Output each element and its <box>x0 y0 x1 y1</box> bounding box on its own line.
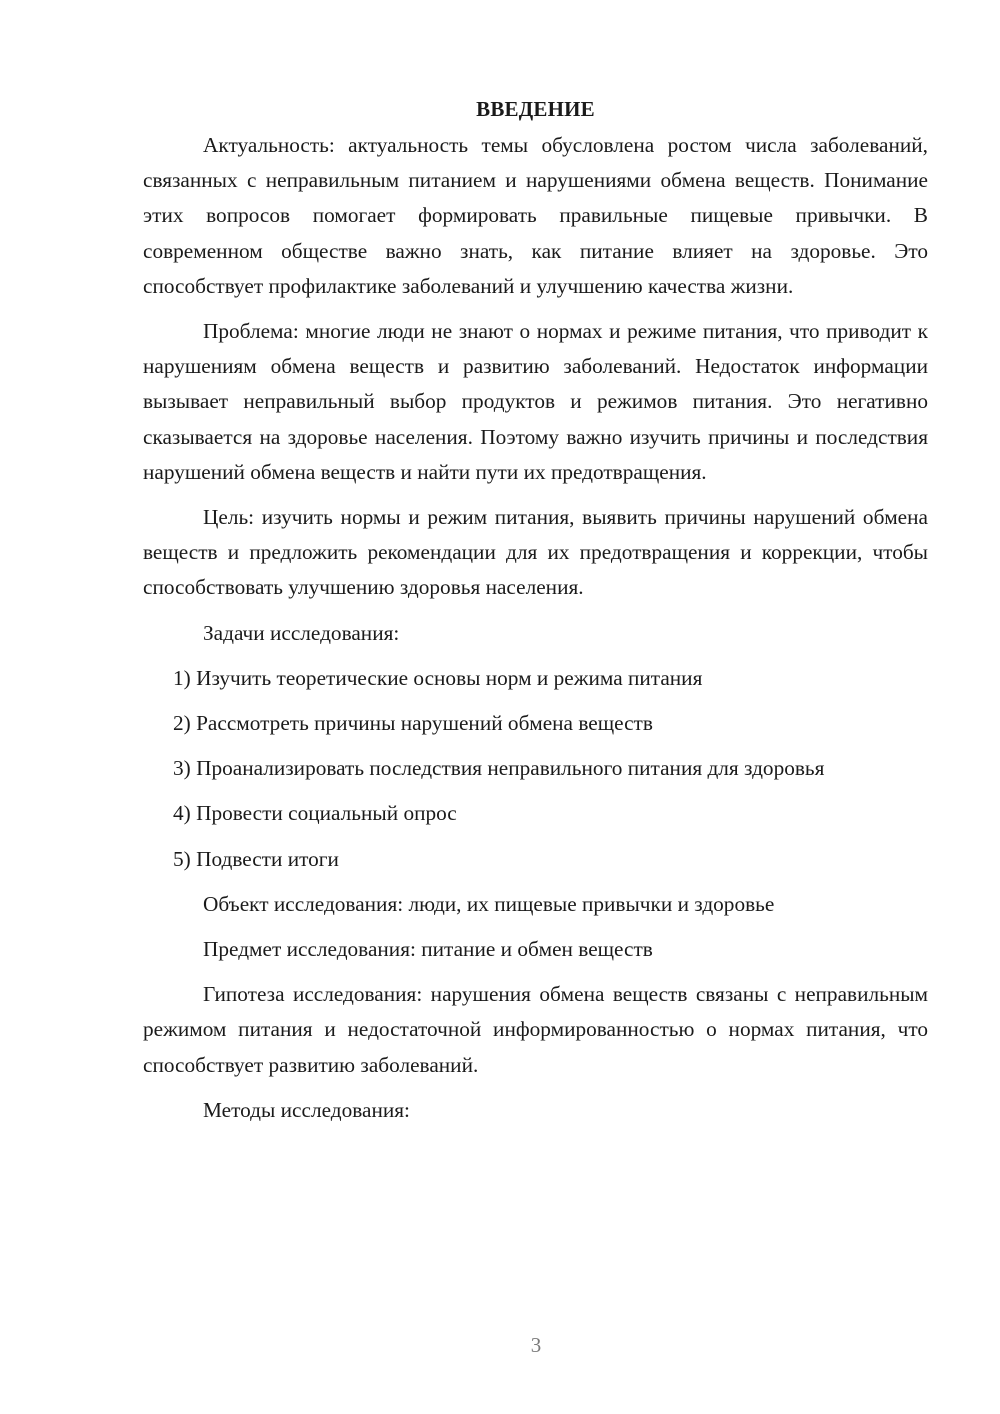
hypothesis-paragraph: Гипотеза исследования: нарушения обмена веществ связаны с неправильным режимом питания и недостаточной информированностью о нормах питания, что способствует развитию заболеваний. <box>143 982 928 1077</box>
methods-heading: Методы исследования: <box>203 1097 410 1122</box>
relevance-paragraph: Актуальность: актуальность темы обусловлена ростом числа заболеваний, связанных с неправильным питанием и нарушениями обмена веществ. Понимание этих вопросов помогает формировать правильные пищевые привычки. В современном обществе важно знать, как питание влияет на здоровье. Это способствует профилактике заболеваний и улучшению качества жизни. <box>143 133 928 298</box>
task-item-3: 3) Проанализировать последствия неправильного питания для здоровья <box>173 756 825 781</box>
task-item-4: 4) Провести социальный опрос <box>173 801 457 826</box>
page-number: 3 <box>530 1333 542 1357</box>
tasks-heading: Задачи исследования: <box>203 620 400 645</box>
research-subject: Предмет исследования: питание и обмен веществ <box>203 937 653 962</box>
document-page <box>143 92 928 1138</box>
task-item-1: 1) Изучить теоретические основы норм и режима питания <box>173 665 703 690</box>
section-title: ВВЕДЕНИЕ <box>476 97 595 121</box>
problem-paragraph: Проблема: многие люди не знают о нормах и режиме питания, что приводит к нарушениям обмена веществ и развитию заболеваний. Недостаток информации вызывает неправильный выбор продуктов и режимов питания. Это негативно сказывается на здоровье населения. Поэтому важно изучить причины и последствия нарушений обмена веществ и найти пути их предотвращения. <box>143 319 928 484</box>
research-object: Объект исследования: люди, их пищевые привычки и здоровье <box>203 891 775 916</box>
goal-paragraph: Цель: изучить нормы и режим питания, выявить причины нарушений обмена веществ и предложить рекомендации для их предотвращения и коррекции, чтобы способствовать улучшению здоровья населения. <box>143 505 928 600</box>
task-item-5: 5) Подвести итоги <box>173 846 339 871</box>
task-item-2: 2) Рассмотреть причины нарушений обмена веществ <box>173 711 653 736</box>
